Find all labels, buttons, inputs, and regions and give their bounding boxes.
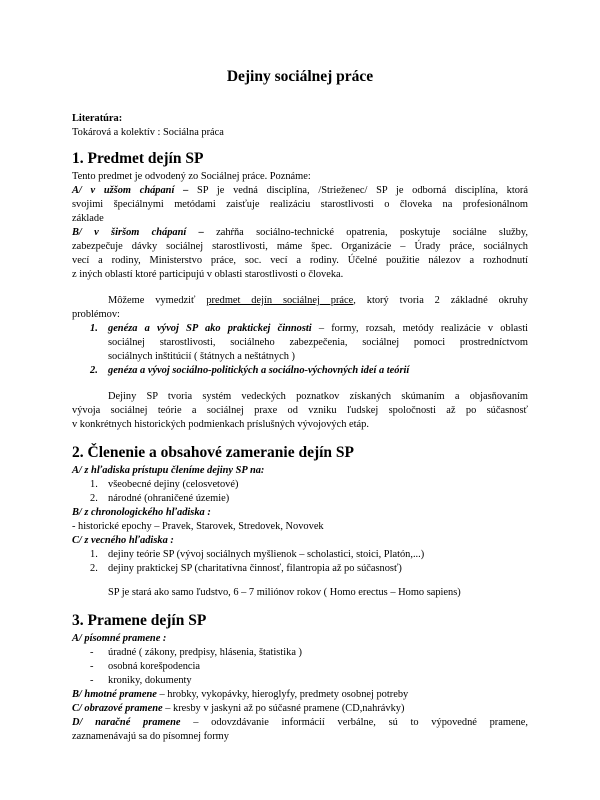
history-paragraph-line-2: vývoja sociálnej teórie a sociálnej praxe od vzniku ľudskej spoločnosti až po súčasnosť <box>72 405 528 416</box>
subject-item-2: dejiny praktickej SP (charitatívna činnosť, filantropia až po súčasnosť) <box>108 563 402 574</box>
broad-sense-label: B/ v širšom chápaní – <box>72 227 204 238</box>
document-title: Dejiny sociálnej práce <box>226 68 374 85</box>
approach-item-1: všeobecné dejiny (celosvetové) <box>108 479 239 490</box>
pictorial-sources-label: C/ obrazové pramene <box>72 703 163 714</box>
written-item-2: osobná korešpodencia <box>108 661 201 672</box>
literature-label: Literatúra: <box>72 113 123 124</box>
narrative-sources: D/ naračné pramene – odovzdávanie informácií verbálne, sú to výpovedné pramene, <box>72 717 528 728</box>
written-item-3-dash: - <box>90 675 94 686</box>
section-1-heading: 1. Predmet dejín SP <box>72 150 204 167</box>
narrow-sense-line-2: svojimi špeciálnymi metódami zaisťuje realizáciu starostlivosti o človeka na profesionálnom <box>72 199 528 210</box>
subject-item-1-number: 1. <box>90 549 98 560</box>
written-item-2-dash: - <box>90 661 94 672</box>
broad-sense-line-4: z iných oblastí ktoré participujú v oblasti starostlivosti o človeka. <box>72 269 344 280</box>
section-2-closing: SP je stará ako samo ľudstvo, 6 – 7 miliónov rokov ( Homo erectus – Homo sapiens) <box>108 587 461 598</box>
written-item-1: úradné ( zákony, predpisy, hlásenia, štatistika ) <box>108 647 302 658</box>
scope-underlined: predmet dejín sociálnej práce <box>206 295 354 306</box>
broad-sense-line-2: zabezpečuje dávky sociálnej starostlivosti, máme špec. Organizácie – Úrady práce, sociálnych <box>72 241 528 252</box>
written-sources-label: A/ písomné pramene : <box>72 633 167 644</box>
history-paragraph-line-3: v konkrétnych historických podmienkach príslušných vývojových etáp. <box>72 419 369 430</box>
narrow-sense-label: A/ v užšom chápaní – <box>72 185 189 196</box>
approach-item-2: národné (ohraničené územie) <box>108 493 230 504</box>
narrative-sources-line-2: zaznamenávajú sa do písomnej formy <box>72 731 229 742</box>
scope-paragraph-line-1: Môžeme vymedziť predmet dejín sociálnej práce, ktorý tvoria 2 základné okruhy <box>108 295 529 306</box>
material-sources: B/ hmotné pramene – hrobky, vykopávky, hieroglyfy, predmety osobnej potreby <box>72 689 409 700</box>
narrative-sources-label: D/ naračné pramene <box>72 717 181 728</box>
narrow-sense-line-3: základe <box>72 213 104 224</box>
scope-paragraph-line-2: problémov: <box>72 309 120 320</box>
chronological-text: - historické epochy – Pravek, Starovek, Stredovek, Novovek <box>72 521 324 532</box>
literature-text: Tokárová a kolektív : Sociálna práca <box>72 127 224 138</box>
list-item-1-line-2: sociálnej starostlivosti, sociálneho zabezpečenia, sociálnej pomoci prostredníctvom <box>108 337 528 348</box>
subject-item-2-number: 2. <box>90 563 98 574</box>
section-2-heading: 2. Členenie a obsahové zameranie dejín SP <box>72 444 354 461</box>
broad-sense-line-3: vecí a rodiny, Ministerstvo práce, soc. vecí a rodiny. Účelné použitie nálezov a rozhodnutí <box>72 255 528 266</box>
section-3-heading: 3. Pramene dejín SP <box>72 612 207 629</box>
approach-label: A/ z hľadiska prístupu členíme dejiny SP na: <box>72 465 265 476</box>
chronological-label: B/ z chronologického hľadiska : <box>72 507 211 518</box>
written-item-3: kroniky, dokumenty <box>108 675 192 686</box>
list-item-2-number: 2. <box>90 365 98 376</box>
pictorial-sources: C/ obrazové pramene – kresby v jaskyni až po súčasné pramene (CD,nahrávky) <box>72 703 405 714</box>
subject-label: C/ z vecného hľadiska : <box>72 535 174 546</box>
section-1-intro: Tento predmet je odvodený zo Sociálnej práce. Poznáme: <box>72 171 311 182</box>
list-item-1-line-1: genéza a vývoj SP ako praktickej činnosti – formy, rozsah, metódy realizácie v oblasti <box>108 323 528 334</box>
approach-item-1-number: 1. <box>90 479 98 490</box>
history-paragraph-line-1: Dejiny SP tvoria systém vedeckých poznatkov získaných skúmaním a objasňovaním <box>108 391 528 402</box>
written-item-1-dash: - <box>90 647 94 658</box>
subject-item-1: dejiny teórie SP (vývoj sociálnych myšlienok – scholastici, stoici, Platón,...) <box>108 549 425 560</box>
list-item-1-number: 1. <box>90 323 98 334</box>
approach-item-2-number: 2. <box>90 493 98 504</box>
broad-sense-line-1: B/ v širšom chápaní – zahŕňa sociálno-technické opatrenia, poskytuje sociálne služby, <box>72 227 528 238</box>
list-item-1-line-3: sociálnych inštitúcií ( štátnych a neštátnych ) <box>108 351 295 362</box>
list-item-2-text: genéza a vývoj sociálno-politických a sociálno-výchovných ideí a teórií <box>108 365 410 376</box>
material-sources-label: B/ hmotné pramene <box>72 689 157 700</box>
narrow-sense-line-1: A/ v užšom chápaní – SP je vedná disciplína, /Strieženec/ SP je odborná disciplína, ktorá <box>72 185 528 196</box>
